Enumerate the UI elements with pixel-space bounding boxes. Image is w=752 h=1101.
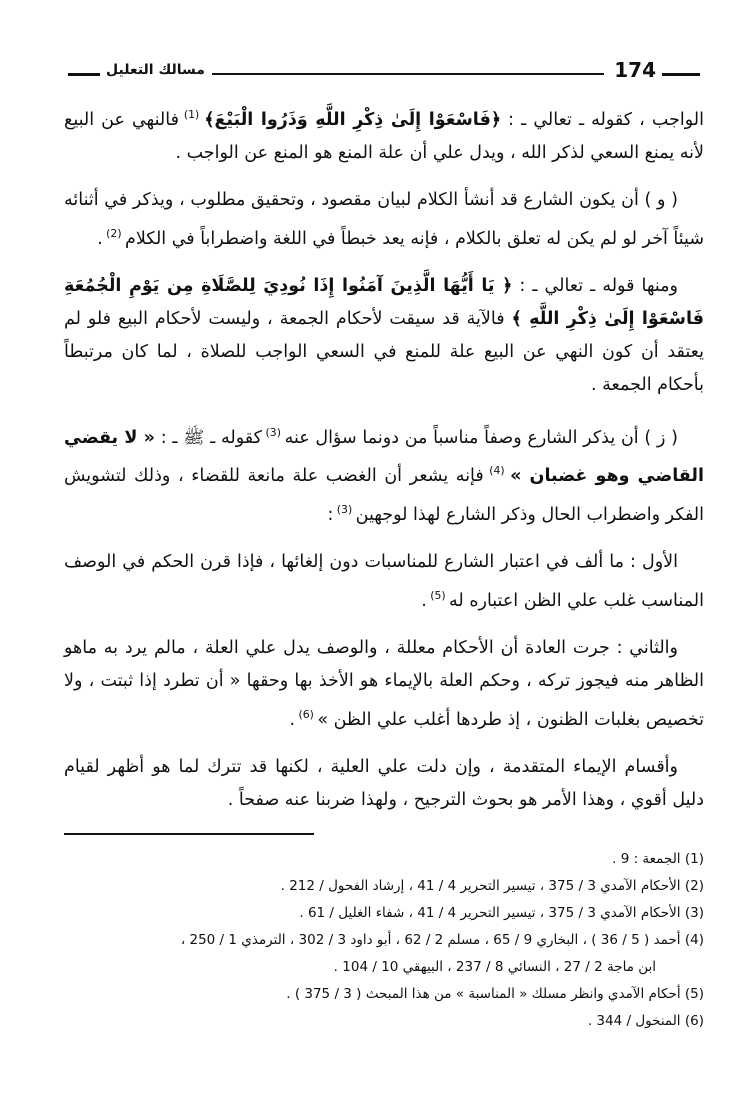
paragraph	[64, 184, 704, 256]
footnote-ref: (3)	[333, 503, 356, 517]
paragraph-text: والثاني : جرت العادة أن الأحكام معللة ، والوصف يدل علي العلة ، مالم يرد به ماهو الظاهر منه فيجوز تركه ، وحكم العلة بالإيماء هو الأخذ بها وحقها « أن تطرد إذا ثبتت ، ولا تخصيص بغلبات الظنون ، إذ طردها أغلب علي الظن »	[64, 637, 704, 730]
footnotes	[64, 846, 704, 1035]
footnote-ref: (2)	[102, 226, 126, 240]
paragraph	[64, 270, 704, 402]
footnote-ref: (3)	[261, 425, 285, 439]
footnote-ref: (1)	[178, 108, 205, 121]
paragraph-text: .	[97, 228, 103, 249]
hadith-quote: « لا يقضي القاضي وهو غضبان »	[64, 427, 704, 487]
paragraph-text: وأقسام الإيماء المتقدمة ، وإن دلت علي العلية ، لكنها قد تترك لما هو أظهر لقيام دليل أقوي ، وهذا الأمر هو بحوث الترجيح ، ولهذا ضربنا عنه صفحاً .	[64, 756, 704, 810]
quran-quote: ﴿فَاسْعَوْا إِلَىٰ ذِكْرِ اللَّهِ وَذَرُوا الْبَيْعَ﴾	[204, 109, 502, 130]
quran-quote: ﴿ يَا أَيُّهَا الَّذِينَ آمَنُوا إِذَا نُودِيَ لِلصَّلَاةِ مِن يَوْمِ الْجُمُعَةِ فَاسْعَوْا إِلَىٰ ذِكْرِ اللَّهِ ﴾	[64, 275, 705, 329]
paragraph-text: فالآية قد سيقت لأحكام الجمعة ، وليست لأحكام البيع فلو لم يعتقد أن كون النهي عن البيع علة للمنع في السعي الواجب للصلاة ، لما كان مرتبطاً بأحكام الجمعة .	[64, 308, 704, 395]
paragraph	[64, 546, 704, 618]
paragraph-text: الأول : ما ألف في اعتبار الشارع للمناسبات دون إلغائها ، فإذا قرن الحكم في الوصف المناسب غلب علي الظن اعتباره له	[64, 552, 704, 611]
paragraph	[64, 98, 704, 170]
title-dash	[68, 73, 100, 76]
footnote-ref: (4)	[483, 464, 511, 478]
footnote-ref: (5)	[426, 589, 450, 603]
footnote: (4) أحمد ( 5 / 36 ) ، البخاري 9 / 65 ، مسلم 2 / 62 ، أبو داود 3 / 302 ، الترمذي 1 / 250 ،	[180, 932, 704, 948]
footnote: (2) الأحكام الآمدي 3 / 375 ، تيسير التحرير 4 / 41 ، إرشاد الفحول / 212 .	[280, 878, 704, 894]
paragraph-text: الواجب ، كقوله ـ تعالي ـ :	[501, 109, 704, 130]
paragraph-text: :	[327, 505, 334, 526]
footnote: (3) الأحكام الآمدي 3 / 375 ، تيسير التحرير 4 / 41 ، شفاء الغليل / 61 .	[299, 905, 704, 921]
paragraph-text: ومنها قوله ـ تعالي ـ :	[512, 275, 678, 296]
paragraph-text: ( و ) أن يكون الشارع قد أنشأ الكلام لبيان مقصود ، وتحقيق مطلوب ، ويذكر في أثنائه شيئاً آخر لو لم يكن له تعلق بالكلام ، فإنه يعد خبطاً في اللغة واضطراباً في الكلام	[64, 189, 704, 249]
footnote: (5) أحكام الآمدي وانظر مسلك « المناسبة » من هذا المبحث ( 3 / 375 ) .	[286, 986, 704, 1002]
page-number: 174	[614, 58, 656, 82]
paragraph-text: ( ز ) أن يذكر الشارع وصفاً مناسباً من دونما سؤال عنه	[284, 427, 678, 448]
footnote-continuation: ابن ماجة 2 / 27 ، النسائي 8 / 237 ، البيهقي 10 / 104 .	[333, 959, 656, 975]
paragraph-text: .	[421, 590, 427, 611]
header-rule	[212, 73, 604, 75]
page-header	[64, 56, 704, 86]
running-title: مسالك التعليل	[106, 62, 205, 78]
paragraph	[64, 416, 704, 532]
footnote: (1) الجمعة : 9 .	[612, 851, 704, 867]
footnote: (6) المنخول / 344 .	[587, 1013, 704, 1029]
book-page	[64, 56, 704, 1056]
paragraph-text: فالنهي عن البيع لأنه يمنع السعي لذكر الله ، ويدل علي أن علة المنع هو المنع عن الواجب .	[64, 109, 704, 163]
paragraph-text: كقوله ـ ﷺ ـ :	[155, 427, 262, 448]
paragraph	[64, 751, 704, 817]
paragraph	[64, 632, 704, 737]
footnote-ref: (6)	[295, 707, 318, 721]
main-text	[64, 98, 704, 831]
paragraph-text: فإنه يشعر أن الغضب علة مانعة للقضاء ، وذلك لتشويش الفكر واضطراب الحال وذكر الشارع لهذا لوجهين	[64, 466, 704, 526]
footnote-separator	[64, 833, 314, 835]
page-number-dash	[662, 73, 700, 76]
paragraph-text: .	[289, 709, 296, 730]
